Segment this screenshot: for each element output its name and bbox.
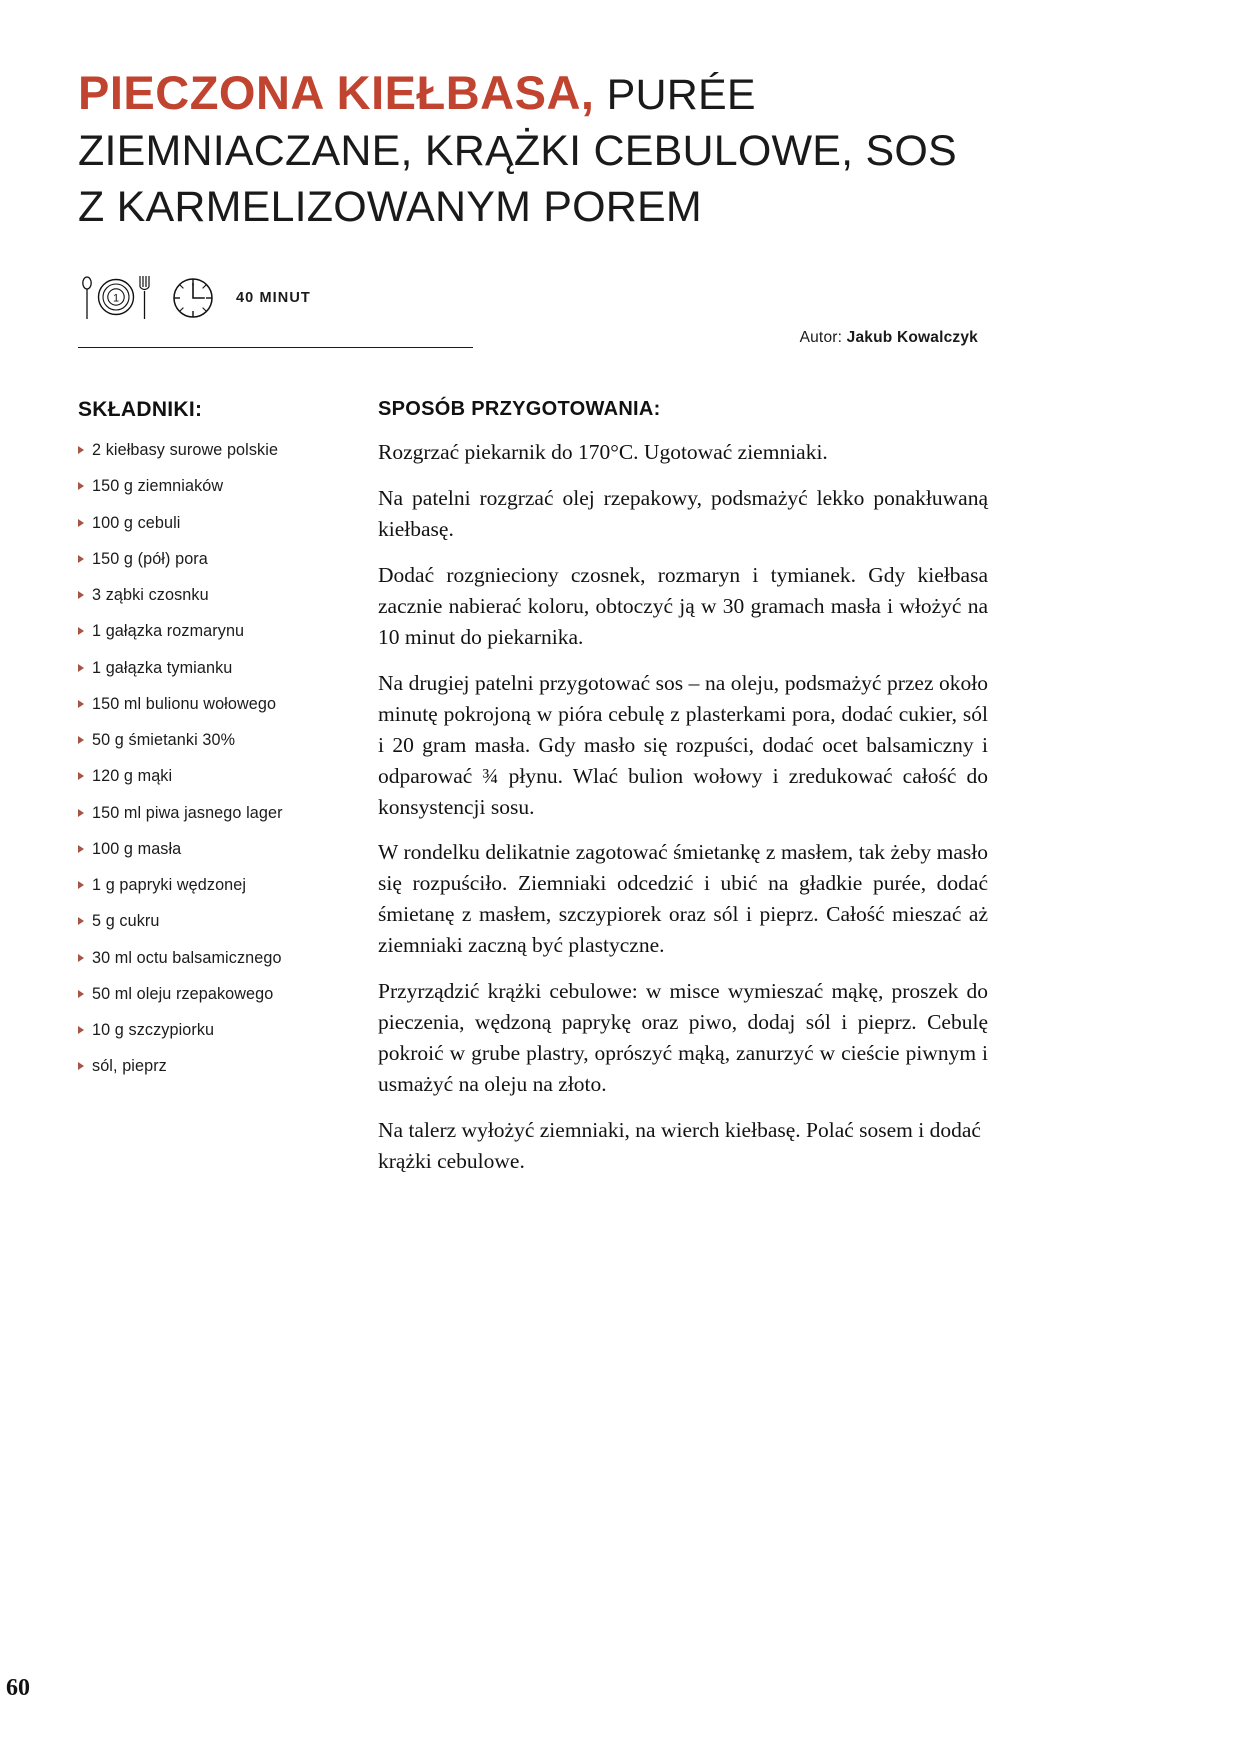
ingredient-label: 50 ml oleju rzepakowego	[92, 984, 274, 1003]
list-item	[78, 839, 328, 859]
ingredients-heading: SKŁADNIKI:	[78, 398, 203, 421]
triangle-bullet-icon	[78, 772, 84, 780]
list-item	[78, 476, 328, 496]
author-prefix: Autor:	[799, 329, 847, 346]
triangle-bullet-icon	[78, 700, 84, 708]
preparation-column	[378, 398, 988, 1192]
ingredient-label: 10 g szczypiorku	[92, 1021, 215, 1039]
preparation-step: Przyrządzić krążki cebulowe: w misce wymieszać mąkę, proszek do pieczenia, wędzoną paprykę oraz piwo, dodaj sól i pieprz. Cebulę pokroić w grube plastry, oprószyć mąką, zanurzyć w cieście piwnym i usmażyć na oleju na złoto.	[378, 979, 988, 1097]
list-item	[78, 440, 328, 460]
recipe-title-rest: PURÉE ZIEMNIACZANE, KRĄŻKI CEBULOWE, SOS Z KARMELIZOWANYM POREM	[78, 71, 957, 231]
prep-time-label: 40 MINUT	[236, 290, 311, 306]
triangle-bullet-icon	[78, 482, 84, 490]
ingredient-label: 50 g śmietanki 30%	[92, 731, 236, 749]
triangle-bullet-icon	[78, 591, 84, 599]
ingredient-label: 100 g cebuli	[92, 513, 181, 532]
list-item	[78, 948, 328, 968]
list-item	[78, 1056, 328, 1076]
list-item	[78, 658, 328, 678]
preparation-step: W rondelku delikatnie zagotować śmietankę z masłem, tak żeby masło się rozpuściło. Ziemniaki odcedzić i ubić na gładkie purée, dodać śmietanę z masłem, szczypiorek oraz sól i pieprz. Całość mieszać aż ziemniaki zaczną być plastyczne.	[378, 840, 988, 958]
ingredient-label: 1 gałązka rozmarynu	[92, 622, 245, 641]
ingredient-label: 100 g masła	[92, 839, 182, 858]
triangle-bullet-icon	[78, 1062, 84, 1070]
author-byline	[800, 329, 978, 347]
list-item	[78, 513, 328, 533]
list-item	[78, 984, 328, 1004]
ingredient-label: 3 ząbki czosnku	[92, 586, 209, 604]
list-item	[78, 585, 328, 605]
clock-icon	[168, 273, 218, 323]
list-item	[78, 1020, 328, 1040]
ingredient-label: 2 kiełbasy surowe polskie	[92, 441, 279, 459]
ingredient-label: 1 g papryki wędzonej	[92, 876, 247, 894]
ingredients-column	[78, 398, 328, 1093]
triangle-bullet-icon	[78, 446, 84, 454]
list-item	[78, 694, 328, 714]
list-item	[78, 766, 328, 786]
list-item	[78, 875, 328, 895]
ingredient-label: 150 g (pół) pora	[92, 549, 208, 568]
triangle-bullet-icon	[78, 881, 84, 889]
triangle-bullet-icon	[78, 1026, 84, 1034]
preparation-step: Rozgrzać piekarnik do 170°C. Ugotować ziemniaki.	[378, 440, 828, 464]
triangle-bullet-icon	[78, 809, 84, 817]
recipe-meta	[78, 272, 311, 324]
triangle-bullet-icon	[78, 917, 84, 925]
triangle-bullet-icon	[78, 954, 84, 962]
list-item	[78, 621, 328, 641]
triangle-bullet-icon	[78, 736, 84, 744]
list-item	[78, 549, 328, 569]
ingredient-label: 30 ml octu balsamicznego	[92, 948, 282, 967]
triangle-bullet-icon	[78, 519, 84, 527]
plate-cutlery-icon	[78, 273, 154, 323]
preparation-step: Na drugiej patelni przygotować sos – na oleju, podsmażyć przez około minutę pokrojoną w pióra cebulę z plasterkami pora, dodać cukier, sól i 20 gram masła. Gdy masło się rozpuści, dodać ocet balsamiczny i odparować ¾ płynu. Wlać bulion wołowy i zredukować całość do konsystencji sosu.	[378, 670, 988, 819]
list-item	[78, 911, 328, 931]
ingredients-list	[78, 440, 328, 1077]
ingredient-label: 150 g ziemniaków	[92, 477, 224, 496]
svg-text:1: 1	[112, 292, 120, 305]
ingredient-label: sól, pieprz	[92, 1057, 167, 1076]
list-item	[78, 730, 328, 750]
preparation-step: Na talerz wyłożyć ziemniaki, na wierch kiełbasę. Polać sosem i dodać krążki cebulowe.	[378, 1118, 981, 1174]
preparation-heading: SPOSÓB PRZYGOTOWANIA:	[378, 398, 661, 420]
page-number: 60	[6, 1675, 30, 1701]
preparation-step: Na patelni rozgrzać olej rzepakowy, podsmażyć lekko ponakłuwaną kiełbasę.	[378, 485, 988, 541]
recipe-title-accent: PIECZONA KIEŁBASA,	[78, 66, 595, 119]
author-name: Jakub Kowalczyk	[846, 329, 978, 346]
preparation-step: Dodać rozgnieciony czosnek, rozmaryn i tymianek. Gdy kiełbasa zacznie nabierać koloru, obtoczyć ją w 30 gramach masła i włożyć na 10 minut do piekarnika.	[378, 562, 988, 649]
triangle-bullet-icon	[78, 627, 84, 635]
triangle-bullet-icon	[78, 555, 84, 563]
ingredient-label: 150 ml piwa jasnego lager	[92, 803, 283, 822]
ingredient-label: 120 g mąki	[92, 767, 173, 786]
ingredient-label: 5 g cukru	[92, 912, 160, 931]
recipe-title	[78, 62, 978, 236]
triangle-bullet-icon	[78, 845, 84, 853]
triangle-bullet-icon	[78, 664, 84, 672]
ingredient-label: 150 ml bulionu wołowego	[92, 694, 277, 713]
page-title	[78, 62, 978, 236]
triangle-bullet-icon	[78, 990, 84, 998]
list-item	[78, 803, 328, 823]
header-divider	[78, 347, 473, 348]
ingredient-label: 1 gałązka tymianku	[92, 658, 233, 677]
